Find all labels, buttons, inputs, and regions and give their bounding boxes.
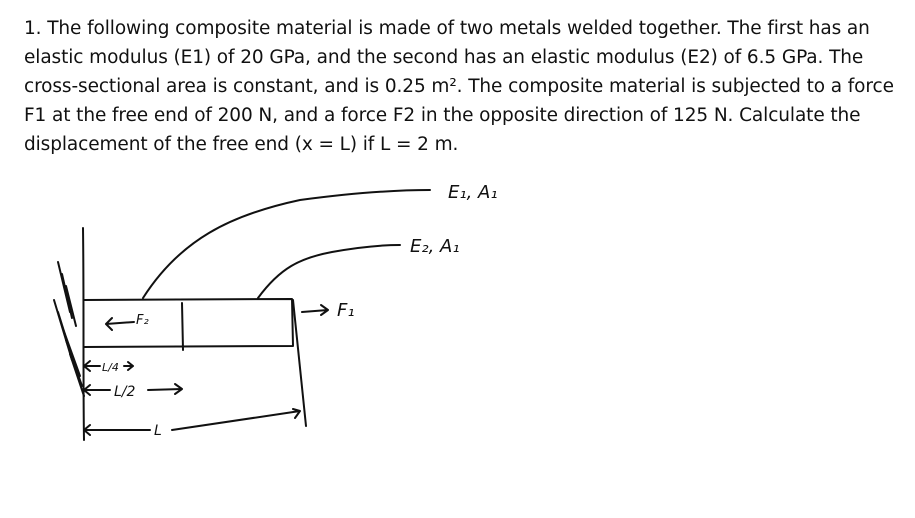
label-half-length: L/2	[114, 384, 136, 400]
material-interface	[182, 303, 183, 350]
label-f1: F₁	[337, 300, 355, 321]
label-e2-a1: E₂, A₁	[410, 236, 460, 257]
problem-line: 1. The following composite material is made of two metals welded together. The first has an	[24, 18, 870, 39]
dimension-quarter	[84, 361, 100, 371]
leader-line-e1	[143, 190, 430, 298]
label-length: L	[154, 423, 162, 439]
leader-line-e2	[258, 245, 400, 298]
label-f2: F₂	[136, 313, 149, 328]
problem-line: elastic modulus (E1) of 20 GPa, and the second has an elastic modulus (E2) of 6.5 GPa. The	[24, 47, 864, 68]
label-quarter-length: L/4	[102, 361, 119, 374]
problem-line: cross-sectional area is constant, and is 0.25 m². The composite material is subjected to a force	[24, 76, 894, 97]
force-arrow-f2	[106, 318, 134, 330]
problem-line: displacement of the free end (x = L) if L = 2 m.	[24, 134, 459, 155]
end-line	[293, 300, 306, 426]
label-e1-a1: E₁, A₁	[448, 182, 498, 203]
wall-hatching	[54, 262, 84, 396]
dimension-length	[84, 425, 150, 435]
force-arrow-f1	[302, 305, 328, 315]
problem-line: F1 at the free end of 200 N, and a force F2 in the opposite direction of 125 N. Calculate the	[24, 105, 861, 126]
fixed-wall	[83, 228, 84, 440]
dimension-half	[84, 385, 110, 395]
